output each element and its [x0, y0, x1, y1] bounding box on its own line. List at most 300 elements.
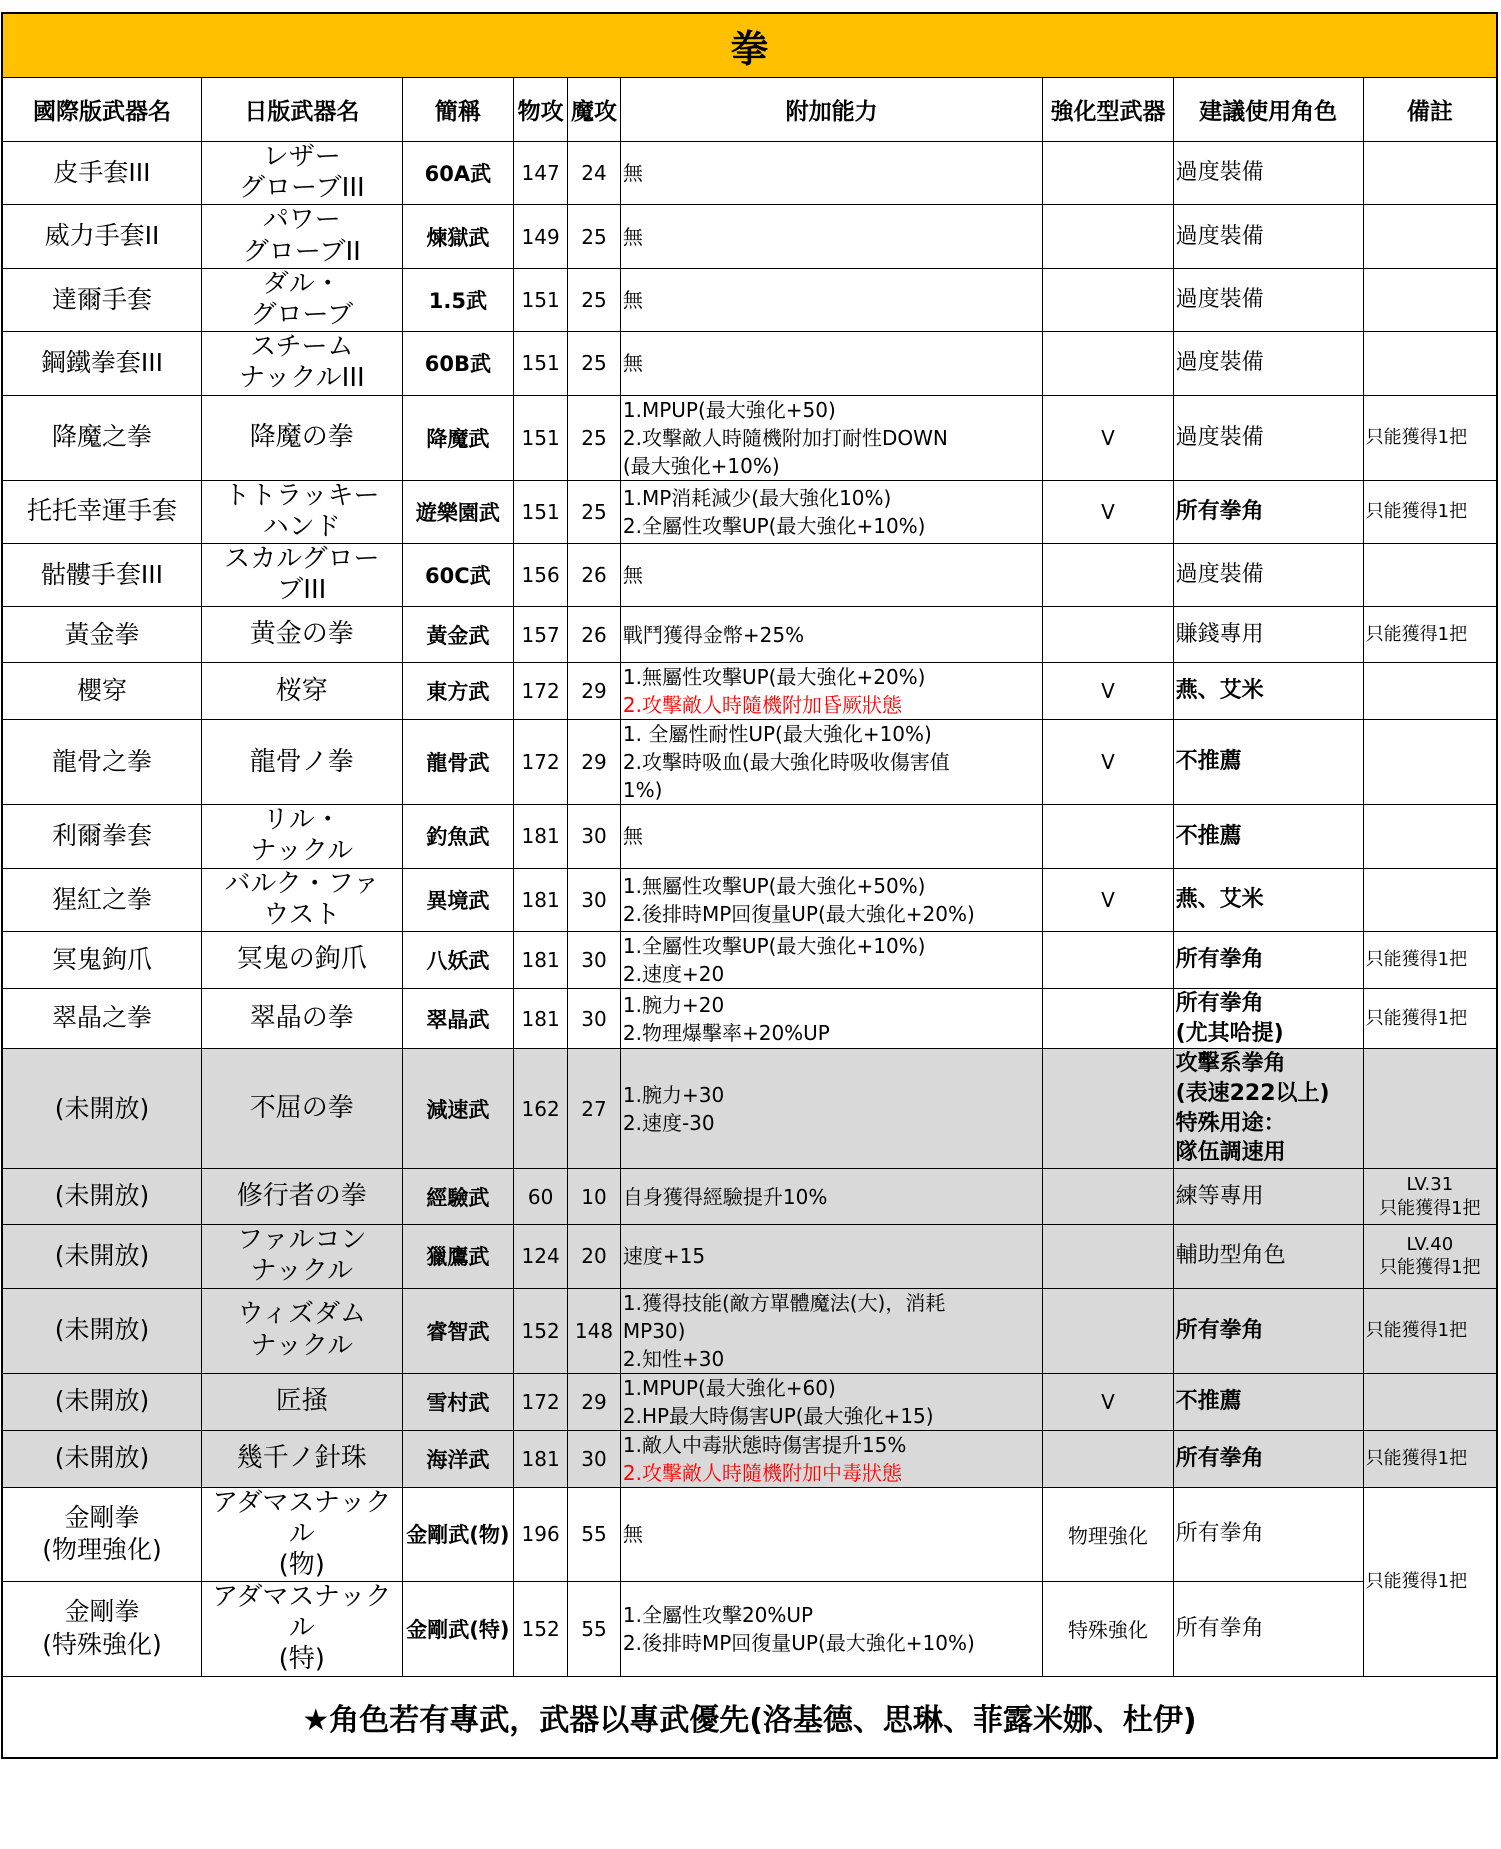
text-line: 不推薦 [1175, 749, 1242, 775]
text-line: 戰鬥獲得金幣+25% [622, 622, 805, 647]
col-intl-name-header: 國際版武器名 [2, 78, 201, 142]
note-cell [1363, 989, 1497, 1049]
jp-name-cell [201, 1169, 402, 1225]
weapon-row [2, 395, 1497, 480]
text-line: 不推薦 [1175, 1388, 1242, 1414]
note-cell [1363, 720, 1497, 805]
intl-name-cell [2, 1373, 201, 1430]
matk-cell: 30 [568, 868, 621, 931]
weapon-row [2, 480, 1497, 543]
intl-name-cell [2, 868, 201, 931]
text-line: MP30) [622, 1318, 686, 1343]
weapon-row [2, 720, 1497, 805]
text-line: パワー [262, 205, 341, 236]
text-line: 黄金の拳 [249, 619, 354, 650]
text-line: 攻擊系拳角 [1175, 1051, 1286, 1077]
text-line: 龍骨之拳 [51, 747, 152, 776]
role-cell [1173, 268, 1363, 331]
role-cell [1173, 1288, 1363, 1373]
weapon-row [2, 1225, 1497, 1288]
weapon-row [2, 1288, 1497, 1373]
jp-name-cell [201, 543, 402, 606]
ability-cell [620, 1582, 1042, 1677]
role-cell [1173, 1373, 1363, 1430]
text-line: 特殊用途： [1175, 1110, 1286, 1136]
abbr-cell: 翠晶武 [402, 989, 513, 1049]
intl-name-cell [2, 1288, 201, 1373]
matk-cell: 20 [568, 1225, 621, 1288]
abbr-cell: 60A武 [402, 142, 513, 205]
note-cell [1363, 932, 1497, 989]
matk-cell: 29 [568, 1373, 621, 1430]
patk-cell: 147 [514, 142, 568, 205]
role-cell [1173, 607, 1363, 663]
text-line: 2.攻擊敵人時隨機附加打耐性DOWN [622, 425, 948, 450]
matk-cell: 24 [568, 142, 621, 205]
role-cell [1173, 395, 1363, 480]
text-line: 只能獲得1把 [1365, 500, 1468, 522]
abbr-cell: 60C武 [402, 543, 513, 606]
text-line: (尤其哈提) [1175, 1020, 1284, 1046]
matk-cell: 25 [568, 205, 621, 268]
text-line: 無 [622, 351, 643, 376]
text-line: (未開放) [54, 1241, 150, 1271]
jp-name-cell [201, 805, 402, 868]
text-line: 幾千ノ針珠 [236, 1442, 367, 1473]
matk-cell: 30 [568, 1430, 621, 1487]
text-line: 金剛拳 [64, 1597, 140, 1627]
abbr-cell: 減速武 [402, 1049, 513, 1169]
text-line: 1.MPUP(最大強化+60) [622, 1375, 836, 1400]
intl-name-cell [2, 543, 201, 606]
text-line: 只能獲得1把 [1379, 1257, 1481, 1279]
abbr-cell: 東方武 [402, 663, 513, 720]
weapon-row [2, 932, 1497, 989]
patk-cell: 196 [514, 1487, 568, 1582]
jp-name-cell [201, 268, 402, 331]
text-line: 不推薦 [1175, 823, 1242, 849]
text-line: 1.獲得技能(敵方單體魔法(大)，消耗 [622, 1290, 946, 1315]
weapon-row [2, 868, 1497, 931]
text-line: ファルコン [237, 1225, 367, 1256]
text-line: 所有拳角 [1175, 991, 1264, 1016]
col-note-header: 備註 [1363, 78, 1497, 142]
text-line: LV.40 [1406, 1233, 1454, 1255]
ability-cell [620, 1487, 1042, 1582]
abbr-cell: 金剛武(特) [402, 1582, 513, 1677]
intl-name-cell [2, 480, 201, 543]
matk-cell: 25 [568, 395, 621, 480]
patk-cell: 172 [514, 663, 568, 720]
intl-name-cell [2, 989, 201, 1049]
patk-cell: 172 [514, 720, 568, 805]
text-line: 托托幸運手套 [26, 496, 177, 526]
text-line: 2.攻擊時吸血(最大強化時吸收傷害值 [622, 750, 950, 775]
matk-cell: 55 [568, 1487, 621, 1582]
note-cell [1363, 142, 1497, 205]
text-line: 無 [622, 161, 643, 186]
ability-cell [620, 1049, 1042, 1169]
text-line: 燕、艾米 [1175, 886, 1264, 912]
patk-cell: 151 [514, 332, 568, 395]
text-line: 隊伍調速用 [1175, 1140, 1286, 1166]
enhanced-cell [1043, 932, 1173, 989]
text-line: 1.全屬性攻擊20%UP [622, 1602, 814, 1627]
ability-cell [620, 720, 1042, 805]
text-line: 只能獲得1把 [1365, 1319, 1468, 1341]
abbr-cell: 經驗武 [402, 1169, 513, 1225]
text-line: 1.全屬性攻擊UP(最大強化+10%) [622, 934, 926, 958]
text-line: 冥鬼鉤爪 [51, 944, 152, 974]
patk-cell: 181 [514, 805, 568, 868]
text-line: 2.攻擊敵人時隨機附加昏厥狀態 [622, 693, 902, 718]
matk-cell: 27 [568, 1049, 621, 1169]
col-matk-header: 魔攻 [568, 78, 621, 142]
role-cell [1173, 1430, 1363, 1487]
weapon-row [2, 205, 1497, 268]
weapon-row [2, 989, 1497, 1049]
text-line: 修行者の拳 [236, 1181, 367, 1212]
text-line: (未開放) [54, 1181, 150, 1211]
patk-cell: 157 [514, 607, 568, 663]
patk-cell: 181 [514, 868, 568, 931]
weapon-row [2, 332, 1497, 395]
jp-name-cell [201, 1373, 402, 1430]
text-line: 只能獲得1把 [1365, 1447, 1468, 1469]
col-abbr-header: 簡稱 [402, 78, 513, 142]
text-line: 過度裝備 [1175, 287, 1264, 313]
abbr-cell: 八妖武 [402, 932, 513, 989]
jp-name-cell [201, 332, 402, 395]
text-line: 1.敵人中毒狀態時傷害提升15% [622, 1432, 907, 1457]
text-line: 所有拳角 [1175, 1445, 1264, 1471]
text-line: 1.MP消耗減少(最大強化10%) [622, 485, 892, 510]
jp-name-cell [201, 142, 402, 205]
intl-name-cell [2, 142, 201, 205]
matk-cell: 26 [568, 543, 621, 606]
abbr-cell: 海洋武 [402, 1430, 513, 1487]
enhanced-cell [1043, 1430, 1173, 1487]
jp-name-cell [201, 1225, 402, 1288]
enhanced-cell: V [1043, 663, 1173, 720]
intl-name-cell [2, 720, 201, 805]
text-line: 1. 全屬性耐性UP(最大強化+10%) [622, 722, 932, 747]
note-cell [1363, 1169, 1497, 1225]
text-line: 1.MPUP(最大強化+50) [622, 397, 836, 422]
role-cell [1173, 205, 1363, 268]
text-line: LV.31 [1406, 1174, 1454, 1196]
text-line: (物理強化) [42, 1535, 162, 1565]
text-line: アダマスナックル [212, 1487, 392, 1549]
text-line: (特) [278, 1644, 325, 1675]
patk-cell: 181 [514, 989, 568, 1049]
text-line: バルク・ファ [224, 868, 380, 899]
weapon-row [2, 142, 1497, 205]
note-cell [1363, 480, 1497, 543]
text-line: 所有拳角 [1175, 1317, 1264, 1343]
sheet-title: 拳 [2, 13, 1497, 78]
text-line: 無 [622, 224, 643, 249]
text-line: 2.全屬性攻擊UP(最大強化+10%) [622, 513, 926, 538]
role-cell [1173, 805, 1363, 868]
text-line: (表速222以上) [1175, 1081, 1330, 1107]
text-line: スカルグロー [224, 543, 380, 574]
text-line: 翠晶之拳 [51, 1003, 152, 1033]
note-cell [1363, 607, 1497, 663]
text-line: 只能獲得1把 [1379, 1197, 1481, 1219]
enhanced-cell: 特殊強化 [1043, 1582, 1173, 1677]
text-line: (特殊強化) [42, 1629, 162, 1659]
text-line: (未開放) [54, 1315, 150, 1345]
intl-name-cell [2, 1430, 201, 1487]
text-line: 只能獲得1把 [1365, 624, 1468, 646]
patk-cell: 151 [514, 395, 568, 480]
ability-cell [620, 1169, 1042, 1225]
intl-name-cell [2, 205, 201, 268]
intl-name-cell [2, 1225, 201, 1288]
text-line: 1.無屬性攻擊UP(最大強化+50%) [622, 873, 926, 898]
col-jp-name-header: 日版武器名 [201, 78, 402, 142]
col-enhanced-header: 強化型武器 [1043, 78, 1173, 142]
intl-name-cell [2, 332, 201, 395]
patk-cell: 172 [514, 1373, 568, 1430]
intl-name-cell [2, 395, 201, 480]
text-line: 過度裝備 [1175, 424, 1264, 450]
text-line: 所有拳角 [1175, 947, 1264, 973]
text-line: 2.知性+30 [622, 1346, 725, 1371]
intl-name-cell [2, 805, 201, 868]
jp-name-cell [201, 607, 402, 663]
weapon-row [2, 1582, 1497, 1677]
text-line: 無 [622, 287, 643, 312]
abbr-cell: 獵鷹武 [402, 1225, 513, 1288]
abbr-cell: 60B武 [402, 332, 513, 395]
text-line: 1.腕力+20 [622, 992, 725, 1017]
intl-name-cell [2, 1169, 201, 1225]
note-cell [1363, 332, 1497, 395]
jp-name-cell [201, 1288, 402, 1373]
role-cell [1173, 1487, 1363, 1582]
note-cell [1363, 1225, 1497, 1288]
text-line: 降魔之拳 [51, 422, 152, 452]
text-line: 過度裝備 [1175, 562, 1264, 588]
ability-cell [620, 480, 1042, 543]
text-line: 2.物理爆擊率+20%UP [622, 1020, 830, 1045]
role-cell [1173, 480, 1363, 543]
text-line: 2.後排時MP回復量UP(最大強化+10%) [622, 1630, 975, 1655]
abbr-cell: 釣魚武 [402, 805, 513, 868]
role-cell [1173, 720, 1363, 805]
text-line: 所有拳角 [1175, 1616, 1264, 1641]
jp-name-cell [201, 1487, 402, 1582]
ability-cell [620, 1225, 1042, 1288]
matk-cell: 30 [568, 805, 621, 868]
enhanced-cell [1043, 805, 1173, 868]
ability-cell [620, 268, 1042, 331]
weapon-row [2, 663, 1497, 720]
jp-name-cell [201, 1049, 402, 1169]
text-line: 2.攻擊敵人時隨機附加中毒狀態 [622, 1460, 902, 1485]
role-cell [1173, 932, 1363, 989]
matk-cell: 25 [568, 268, 621, 331]
intl-name-cell [2, 607, 201, 663]
weapon-row [2, 607, 1497, 663]
text-line: 速度+15 [622, 1244, 706, 1269]
intl-name-cell [2, 1487, 201, 1582]
patk-cell: 181 [514, 1430, 568, 1487]
note-cell [1363, 543, 1497, 606]
jp-name-cell [201, 663, 402, 720]
text-line: リル・ [262, 805, 341, 836]
note-cell [1363, 1373, 1497, 1430]
text-line: 櫻穿 [76, 676, 127, 705]
text-line: 皮手套III [53, 157, 151, 187]
matk-cell: 10 [568, 1169, 621, 1225]
col-ability-header: 附加能力 [620, 78, 1042, 142]
note-cell [1363, 1288, 1497, 1373]
note-cell [1363, 1049, 1497, 1169]
role-cell [1173, 663, 1363, 720]
ability-cell [620, 1373, 1042, 1430]
text-line: ナックルIII [238, 363, 365, 394]
text-line: 練等專用 [1175, 1183, 1264, 1209]
text-line: (未開放) [54, 1093, 150, 1123]
jp-name-cell [201, 720, 402, 805]
patk-cell: 60 [514, 1169, 568, 1225]
matk-cell: 30 [568, 989, 621, 1049]
enhanced-cell: V [1043, 480, 1173, 543]
text-line: 翠晶の拳 [249, 1003, 354, 1034]
text-line: グローブIII [238, 173, 365, 204]
text-line: ハンド [262, 511, 341, 542]
text-line: 只能獲得1把 [1365, 949, 1468, 971]
text-line: 賺錢專用 [1175, 621, 1264, 647]
note-cell [1363, 268, 1497, 331]
text-line: 不屈の拳 [249, 1093, 354, 1124]
intl-name-cell [2, 932, 201, 989]
enhanced-cell: V [1043, 720, 1173, 805]
text-line: 自身獲得經驗提升10% [622, 1184, 828, 1209]
note-cell [1363, 805, 1497, 868]
header-row [2, 78, 1497, 142]
text-line: 所有拳角 [1175, 1521, 1264, 1547]
text-line: ブIII [277, 575, 327, 606]
abbr-cell: 異境武 [402, 868, 513, 931]
enhanced-cell: V [1043, 868, 1173, 931]
text-line: トトラッキー [224, 480, 380, 511]
text-line: 降魔の拳 [249, 421, 354, 452]
ability-cell [620, 607, 1042, 663]
ability-cell [620, 395, 1042, 480]
text-line: 黃金拳 [64, 619, 140, 649]
ability-cell [620, 1430, 1042, 1487]
patk-cell: 156 [514, 543, 568, 606]
matk-cell: 29 [568, 663, 621, 720]
ability-cell [620, 332, 1042, 395]
text-line: スチーム [250, 332, 354, 363]
note-cell [1363, 395, 1497, 480]
text-line: ダル・ [262, 268, 341, 299]
abbr-cell: 煉獄武 [402, 205, 513, 268]
text-line: 冥鬼の鉤爪 [236, 944, 367, 975]
abbr-cell: 降魔武 [402, 395, 513, 480]
patk-cell: 152 [514, 1582, 568, 1677]
text-line: (物) [278, 1549, 325, 1580]
jp-name-cell [201, 1430, 402, 1487]
matk-cell: 30 [568, 932, 621, 989]
enhanced-cell: 物理強化 [1043, 1487, 1173, 1582]
enhanced-cell [1043, 1049, 1173, 1169]
matk-cell: 25 [568, 332, 621, 395]
text-line: 達爾手套 [51, 284, 152, 314]
enhanced-cell [1043, 1288, 1173, 1373]
text-line: 金剛拳 [64, 1502, 140, 1532]
matk-cell: 26 [568, 607, 621, 663]
enhanced-cell [1043, 205, 1173, 268]
text-line: 所有拳角 [1175, 498, 1264, 524]
patk-cell: 151 [514, 268, 568, 331]
weapon-row [2, 1430, 1497, 1487]
enhanced-cell [1043, 1225, 1173, 1288]
intl-name-cell [2, 268, 201, 331]
text-line: 利爾拳套 [51, 821, 152, 851]
abbr-cell: 遊樂園武 [402, 480, 513, 543]
role-cell [1173, 868, 1363, 931]
text-line: 只能獲得1把 [1365, 426, 1468, 448]
patk-cell: 124 [514, 1225, 568, 1288]
footer-note: ★角色若有專武，武器以專武優先(洛基德、思琳、菲露米娜、杜伊) [2, 1676, 1497, 1758]
note-cell [1363, 1430, 1497, 1487]
text-line: 匠掻 [275, 1385, 328, 1416]
text-line: 只能獲得1把 [1365, 1007, 1468, 1029]
weapon-row [2, 268, 1497, 331]
text-line: アダマスナックル [212, 1582, 392, 1644]
text-line: (未開放) [54, 1443, 150, 1473]
role-cell [1173, 1582, 1363, 1677]
weapon-row [2, 1487, 1497, 1582]
abbr-cell: 睿智武 [402, 1288, 513, 1373]
ability-cell [620, 543, 1042, 606]
patk-cell: 151 [514, 480, 568, 543]
text-line: 2.後排時MP回復量UP(最大強化+20%) [622, 901, 975, 926]
ability-cell [620, 805, 1042, 868]
col-role-header: 建議使用角色 [1173, 78, 1363, 142]
text-line: 2.速度+20 [622, 962, 725, 986]
ability-cell [620, 205, 1042, 268]
weapon-row [2, 543, 1497, 606]
intl-name-cell [2, 1582, 201, 1677]
jp-name-cell [201, 989, 402, 1049]
ability-cell [620, 932, 1042, 989]
ability-cell [620, 868, 1042, 931]
text-line: 燕、艾米 [1175, 678, 1264, 704]
text-line: 過度裝備 [1175, 160, 1264, 186]
matk-cell: 55 [568, 1582, 621, 1677]
text-line: 無 [622, 824, 643, 849]
jp-name-cell [201, 932, 402, 989]
footer-row [2, 1676, 1497, 1758]
text-line: 龍骨ノ拳 [249, 746, 354, 777]
ability-cell [620, 142, 1042, 205]
role-cell [1173, 332, 1363, 395]
matk-cell: 148 [568, 1288, 621, 1373]
text-line: 1.無屬性攻擊UP(最大強化+20%) [622, 665, 926, 690]
enhanced-cell [1043, 989, 1173, 1049]
jp-name-cell [201, 205, 402, 268]
ability-cell [620, 1288, 1042, 1373]
text-line: 輔助型角色 [1175, 1243, 1286, 1269]
enhanced-cell [1043, 268, 1173, 331]
